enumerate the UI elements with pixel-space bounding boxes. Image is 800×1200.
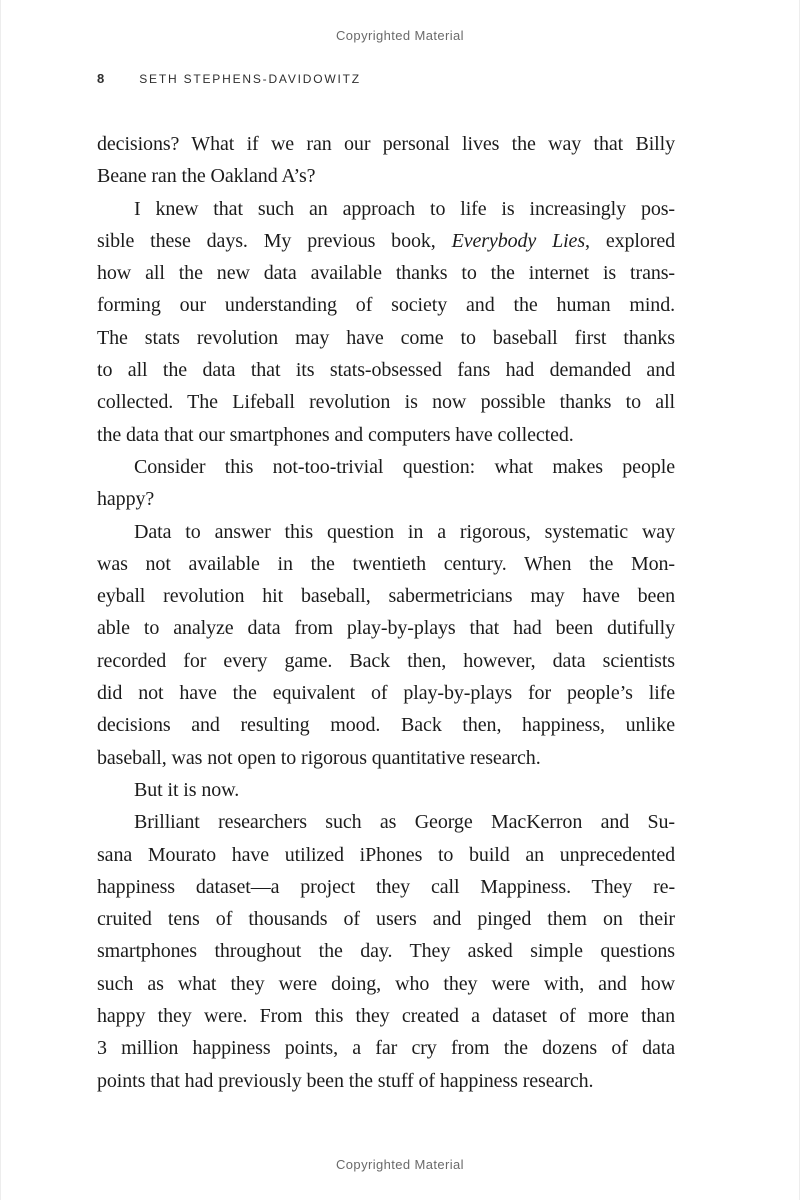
copyright-notice-top: Copyrighted Material [336, 28, 464, 43]
body-line: Consider this not-too-trivial question: what makes people [134, 455, 675, 478]
body-line: how all the new data available thanks to the internet is trans- [97, 262, 675, 285]
body-line: But it is now. [134, 778, 240, 801]
body-line: decisions? What if we ran our personal lives the way that Billy [97, 133, 675, 155]
body-line: points that had previously been the stuff of happiness research. [97, 1069, 594, 1092]
page-number: 8 [97, 71, 106, 86]
running-head: SETH STEPHENS-DAVIDOWITZ [139, 72, 361, 86]
body-line: baseball, was not open to rigorous quantitative research. [97, 746, 541, 769]
body-line: happy they were. From this they created a dataset of more than [97, 1005, 675, 1028]
body-line: Data to answer this question in a rigorous, systematic way [134, 520, 675, 543]
paragraph [97, 128, 675, 193]
body-text [97, 128, 675, 1097]
copyright-notice-bottom: Copyrighted Material [336, 1157, 464, 1172]
body-line: I knew that such an approach to life is increasingly pos- [134, 197, 675, 220]
body-line: recorded for every game. Back then, however, data scientists [97, 649, 675, 672]
body-line: Beane ran the Oakland A’s? [97, 165, 316, 188]
body-line: cruited tens of thousands of users and pinged them on their [97, 908, 675, 931]
paragraph [97, 451, 675, 516]
body-line: decisions and resulting mood. Back then, happiness, unlike [97, 714, 675, 737]
body-line: was not available in the twentieth century. When the Mon- [97, 552, 675, 575]
body-line: sana Mourato have utilized iPhones to build an unprecedented [97, 843, 675, 866]
body-line: Brilliant researchers such as George MacKerron and Su- [134, 811, 675, 834]
body-line: to all the data that its stats-obsessed fans had demanded and [97, 359, 675, 382]
paragraph [97, 516, 675, 774]
body-line: collected. The Lifeball revolution is now possible thanks to all [97, 391, 675, 414]
body-line: 3 million happiness points, a far cry from the dozens of data [97, 1037, 675, 1060]
body-line: happy? [97, 488, 155, 511]
paragraph [97, 193, 675, 451]
body-line: sible these days. My previous book, Everybody Lies, explored [97, 229, 675, 252]
body-line: forming our understanding of society and the human mind. [97, 294, 675, 317]
paragraph [97, 806, 675, 1097]
body-line: The stats revolution may have come to baseball first thanks [97, 326, 675, 349]
body-line: happiness dataset—a project they call Mappiness. They re- [97, 875, 675, 898]
body-line: able to analyze data from play-by-plays that had been dutifully [97, 617, 675, 640]
body-line: such as what they were doing, who they were with, and how [97, 972, 675, 995]
body-line: eyball revolution hit baseball, sabermetricians may have been [97, 585, 675, 608]
body-line: smartphones throughout the day. They asked simple questions [97, 940, 675, 963]
paragraph [97, 774, 675, 806]
body-line: the data that our smartphones and computers have collected. [97, 423, 574, 446]
page-header [97, 70, 699, 88]
body-line: did not have the equivalent of play-by-plays for people’s life [97, 682, 675, 705]
